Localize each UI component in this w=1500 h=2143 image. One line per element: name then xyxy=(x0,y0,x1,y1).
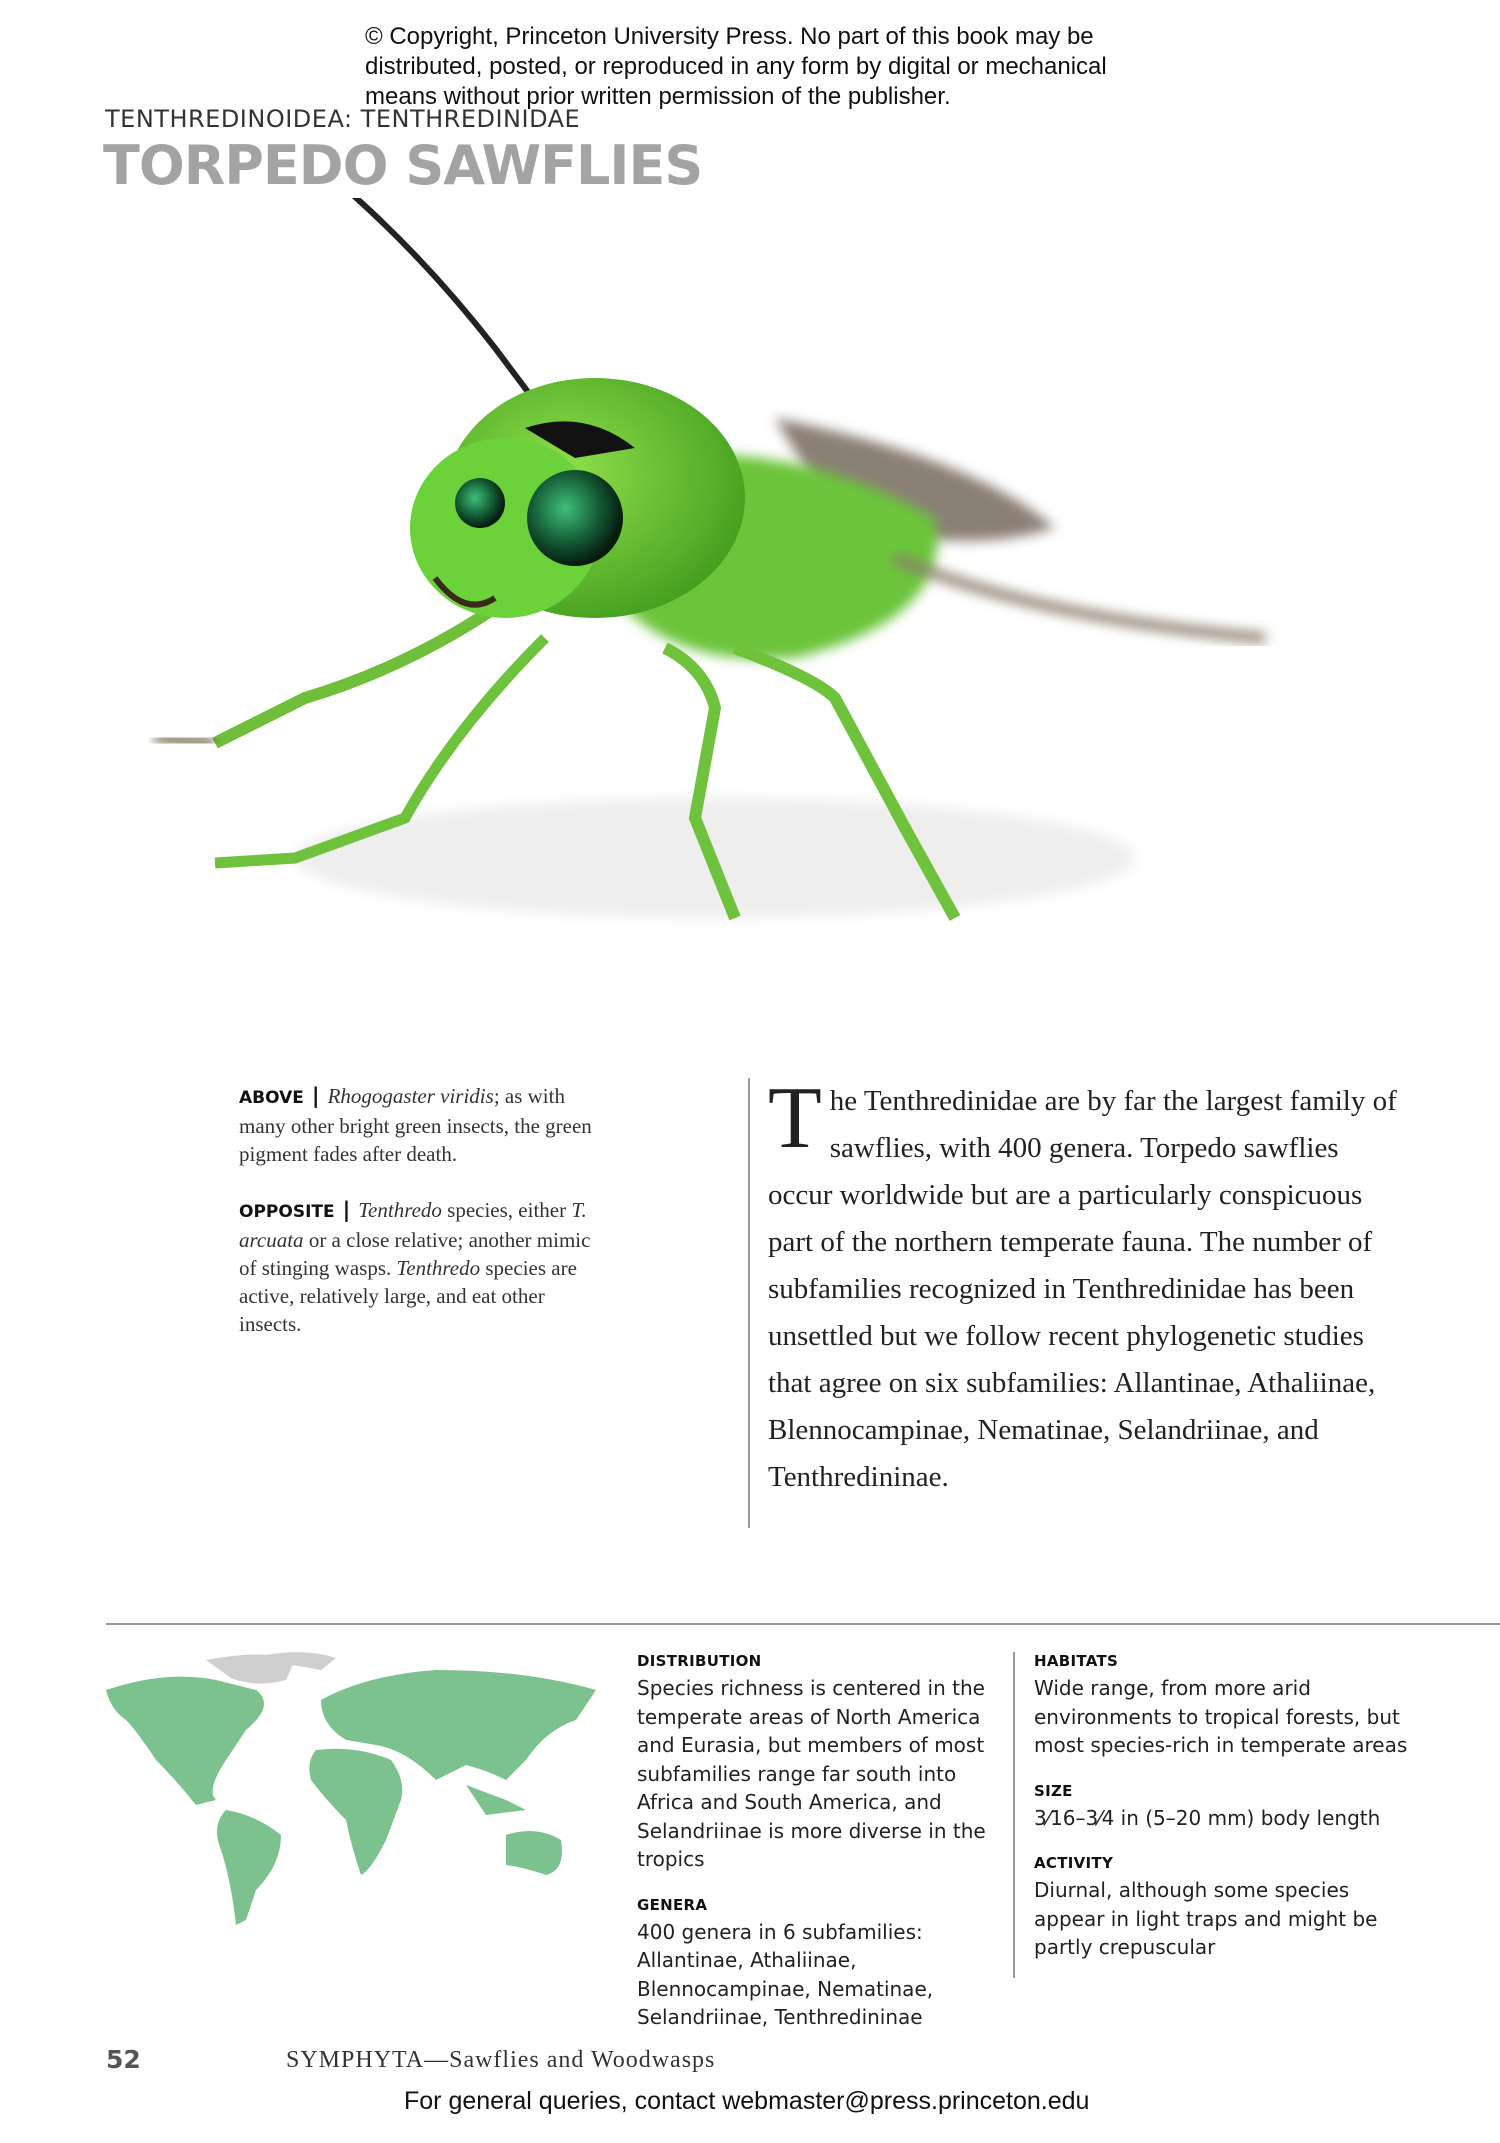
horizontal-rule xyxy=(106,1623,1500,1625)
caption-text: or a close relative; another mimic of stinging wasps. xyxy=(239,1228,591,1280)
caption-opposite xyxy=(239,1196,599,1338)
species-name: Tenthredo xyxy=(396,1256,481,1280)
activity-label: ACTIVITY xyxy=(1034,1854,1114,1872)
distribution-label: DISTRIBUTION xyxy=(637,1652,762,1670)
caption-text: species are active, relatively large, and eat other insects. xyxy=(239,1256,577,1336)
body-paragraph: he Tenthredinidae are by far the largest family of sawflies, with 400 genera. Torpedo sawflies occur worldwide but are a particularly conspicuous part of the northern temperate fauna. The number of subfamilies recognized in Tenthredinidae has been unsettled but we follow recent phylogenetic studies that agree on six subfamilies: Allantinae, Athaliinae, Blennocampinae, Nematinae, Selandriinae, and Tenthredininae. xyxy=(768,1085,1397,1493)
caption-above xyxy=(239,1082,599,1168)
map-africa xyxy=(309,1749,402,1875)
distribution-text: Species richness is centered in the temperate areas of North America and Eurasia, but members of most subfamilies range far south into Africa and South America, and Selandriinae is more diverse in the tropics xyxy=(637,1676,986,1871)
facts-column-right xyxy=(1034,1652,1414,1984)
page-title: TORPEDO SAWFLIES xyxy=(103,134,703,197)
caption-text: ; as with many other bright green insects, the green pigment fades after death. xyxy=(239,1084,592,1166)
size-label: SIZE xyxy=(1034,1781,1073,1800)
column-divider xyxy=(748,1078,750,1528)
body-text xyxy=(768,1070,1408,1501)
sawfly-photo xyxy=(75,198,1330,1003)
genera-label: GENERA xyxy=(637,1895,708,1914)
section-heading: TENTHREDINOIDEA: TENTHREDINIDAE xyxy=(105,105,581,133)
size-text: 3⁄16–3⁄4 in (5–20 mm) body length xyxy=(1034,1805,1381,1830)
map-australia xyxy=(506,1831,562,1875)
world-distribution-map xyxy=(106,1650,606,1930)
activity-text: Diurnal, although some species appear in light traps and might be partly crepuscular xyxy=(1034,1878,1378,1959)
page-number: 52 xyxy=(106,2045,141,2074)
habitats-text: Wide range, from more arid environments to tropical forests, but most species-rich in temperate areas xyxy=(1034,1676,1408,1757)
map-north-america xyxy=(106,1677,264,1805)
caption-label: OPPOSITE xyxy=(239,1202,335,1222)
caption-label: ABOVE xyxy=(239,1088,304,1108)
caption-separator: | xyxy=(342,1198,351,1222)
caption-separator: | xyxy=(311,1084,320,1108)
copyright-notice: © Copyright, Princeton University Press. No part of this book may be distributed, posted, or reproduced in any form by digital or mechanical means without prior written permission of the publisher. xyxy=(365,23,1107,110)
habitats-label: HABITATS xyxy=(1034,1652,1119,1670)
drop-cap: T xyxy=(768,1070,822,1167)
species-name: Rhogogaster viridis xyxy=(327,1084,494,1108)
running-head: SYMPHYTA—Sawflies and Woodwasps xyxy=(286,2047,716,2073)
species-name: T. arcuata xyxy=(239,1198,587,1252)
map-south-america xyxy=(217,1810,281,1925)
map-southeast-asia xyxy=(466,1785,526,1815)
contact-notice: For general queries, contact webmaster@press.princeton.edu xyxy=(404,2087,1090,2115)
facts-divider xyxy=(1013,1652,1015,1978)
caption-text: species, either xyxy=(441,1198,572,1222)
facts-column-left xyxy=(637,1652,1007,2054)
species-name: Tenthredo xyxy=(358,1198,442,1222)
genera-text: 400 genera in 6 subfamilies: Allantinae, Athaliinae, Blennocampinae, Nematinae, Selandriinae, Tenthredininae xyxy=(637,1919,934,2029)
